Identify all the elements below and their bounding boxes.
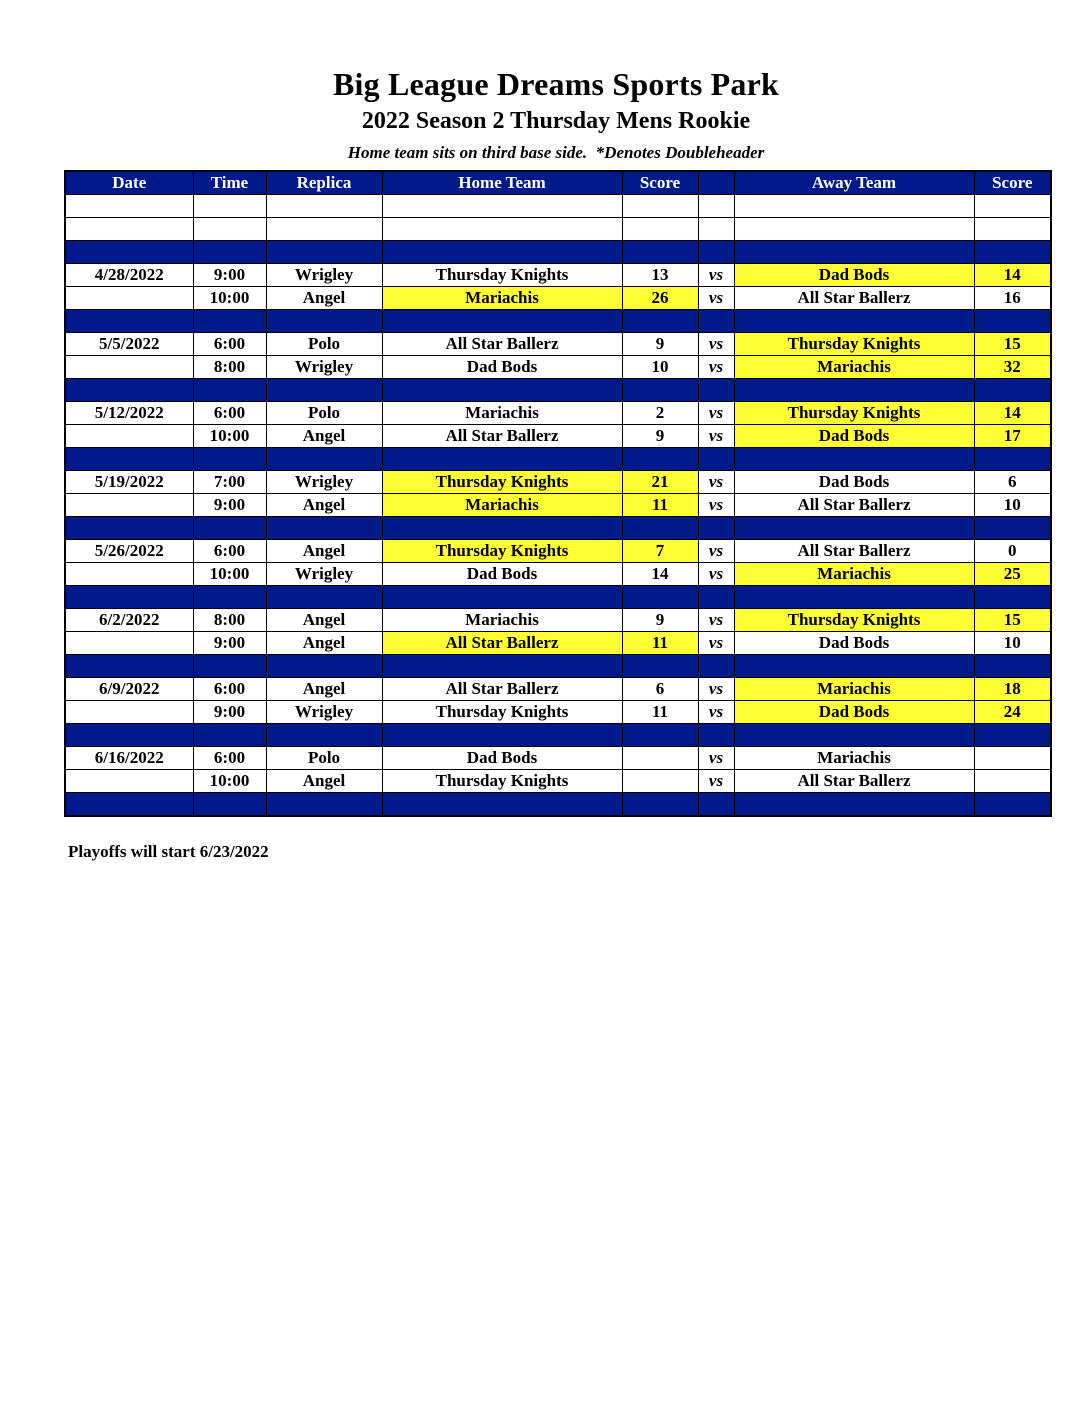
time-cell: 9:00 — [193, 701, 266, 724]
home-score-cell: 6 — [622, 678, 698, 701]
replica-cell: Polo — [266, 747, 382, 770]
date-cell: 6/16/2022 — [65, 747, 193, 770]
schedule-table — [64, 170, 1052, 817]
away-team-cell: Dad Bods — [734, 425, 974, 448]
blank-cell — [698, 218, 734, 241]
home-team-cell: All Star Ballerz — [382, 632, 622, 655]
home-score-cell: 9 — [622, 333, 698, 356]
replica-cell: Wrigley — [266, 701, 382, 724]
time-cell: 6:00 — [193, 678, 266, 701]
away-score-cell — [974, 770, 1051, 793]
separator-cell — [266, 655, 382, 678]
separator-cell — [193, 586, 266, 609]
blank-cell — [622, 218, 698, 241]
separator-cell — [622, 448, 698, 471]
away-team-cell: Mariachis — [734, 356, 974, 379]
separator-cell — [734, 793, 974, 817]
time-cell: 10:00 — [193, 425, 266, 448]
home-score-cell: 10 — [622, 356, 698, 379]
time-cell: 7:00 — [193, 471, 266, 494]
vs-cell: vs — [698, 609, 734, 632]
time-cell: 6:00 — [193, 540, 266, 563]
game-row — [65, 402, 1051, 425]
playoffs-note: Playoffs will start 6/23/2022 — [68, 842, 269, 861]
separator-cell — [698, 241, 734, 264]
home-team-cell: Thursday Knights — [382, 471, 622, 494]
home-team-cell: Thursday Knights — [382, 264, 622, 287]
col-header-date: Date — [65, 171, 193, 195]
separator-cell — [974, 724, 1051, 747]
home-score-cell: 2 — [622, 402, 698, 425]
home-team-cell: Mariachis — [382, 402, 622, 425]
away-team-cell: Mariachis — [734, 678, 974, 701]
separator-cell — [698, 724, 734, 747]
col-header-replica: Replica — [266, 171, 382, 195]
blank-cell — [974, 218, 1051, 241]
game-row — [65, 356, 1051, 379]
vs-cell: vs — [698, 678, 734, 701]
replica-cell: Angel — [266, 494, 382, 517]
away-score-cell: 32 — [974, 356, 1051, 379]
separator-cell — [622, 310, 698, 333]
blank-row — [65, 195, 1051, 218]
date-cell — [65, 287, 193, 310]
separator-cell — [698, 793, 734, 817]
home-team-cell: Dad Bods — [382, 563, 622, 586]
vs-cell: vs — [698, 747, 734, 770]
blank-cell — [382, 195, 622, 218]
away-team-cell: All Star Ballerz — [734, 287, 974, 310]
game-row — [65, 540, 1051, 563]
separator-row — [65, 724, 1051, 747]
schedule-note: Home team sits on third base side. *Denotes Doubleheader — [347, 143, 765, 162]
home-team-cell: Mariachis — [382, 287, 622, 310]
time-cell: 10:00 — [193, 563, 266, 586]
home-team-cell: All Star Ballerz — [382, 333, 622, 356]
separator-cell — [193, 241, 266, 264]
blank-cell — [734, 195, 974, 218]
separator-cell — [266, 517, 382, 540]
separator-cell — [734, 655, 974, 678]
separator-row — [65, 655, 1051, 678]
separator-row — [65, 241, 1051, 264]
separator-cell — [193, 793, 266, 817]
date-cell: 5/12/2022 — [65, 402, 193, 425]
time-cell: 10:00 — [193, 287, 266, 310]
replica-cell: Angel — [266, 425, 382, 448]
replica-cell: Wrigley — [266, 356, 382, 379]
col-header-home-score: Score — [622, 171, 698, 195]
replica-cell: Angel — [266, 770, 382, 793]
replica-cell: Wrigley — [266, 563, 382, 586]
separator-cell — [266, 586, 382, 609]
away-team-cell: Dad Bods — [734, 701, 974, 724]
separator-cell — [698, 517, 734, 540]
separator-cell — [622, 655, 698, 678]
home-score-cell: 13 — [622, 264, 698, 287]
blank-row — [65, 218, 1051, 241]
col-header-home-team: Home Team — [382, 171, 622, 195]
away-team-cell: Mariachis — [734, 747, 974, 770]
date-cell — [65, 770, 193, 793]
away-score-cell: 15 — [974, 609, 1051, 632]
separator-cell — [382, 655, 622, 678]
time-cell: 6:00 — [193, 402, 266, 425]
home-team-cell: All Star Ballerz — [382, 425, 622, 448]
separator-cell — [974, 517, 1051, 540]
separator-row — [65, 379, 1051, 402]
separator-row — [65, 517, 1051, 540]
home-score-cell: 26 — [622, 287, 698, 310]
blank-cell — [382, 218, 622, 241]
date-cell — [65, 563, 193, 586]
separator-cell — [65, 655, 193, 678]
date-cell — [65, 425, 193, 448]
home-team-cell: All Star Ballerz — [382, 678, 622, 701]
away-score-cell: 0 — [974, 540, 1051, 563]
col-header-time: Time — [193, 171, 266, 195]
date-cell: 5/19/2022 — [65, 471, 193, 494]
replica-cell: Angel — [266, 632, 382, 655]
blank-cell — [974, 195, 1051, 218]
home-score-cell: 7 — [622, 540, 698, 563]
separator-cell — [734, 241, 974, 264]
away-team-cell: Mariachis — [734, 563, 974, 586]
separator-cell — [65, 310, 193, 333]
vs-cell: vs — [698, 632, 734, 655]
away-score-cell: 17 — [974, 425, 1051, 448]
game-row — [65, 494, 1051, 517]
time-cell: 10:00 — [193, 770, 266, 793]
time-cell: 6:00 — [193, 333, 266, 356]
separator-cell — [734, 310, 974, 333]
game-row — [65, 701, 1051, 724]
away-score-cell: 18 — [974, 678, 1051, 701]
home-team-cell: Thursday Knights — [382, 770, 622, 793]
replica-cell: Angel — [266, 609, 382, 632]
separator-cell — [193, 310, 266, 333]
separator-cell — [698, 586, 734, 609]
away-team-cell: All Star Ballerz — [734, 540, 974, 563]
away-score-cell — [974, 747, 1051, 770]
game-row — [65, 287, 1051, 310]
away-score-cell: 24 — [974, 701, 1051, 724]
vs-cell: vs — [698, 471, 734, 494]
game-row — [65, 471, 1051, 494]
separator-row — [65, 310, 1051, 333]
home-score-cell — [622, 747, 698, 770]
separator-cell — [65, 241, 193, 264]
separator-cell — [382, 379, 622, 402]
away-score-cell: 25 — [974, 563, 1051, 586]
separator-cell — [266, 379, 382, 402]
date-cell: 5/5/2022 — [65, 333, 193, 356]
replica-cell: Polo — [266, 402, 382, 425]
vs-cell: vs — [698, 770, 734, 793]
separator-cell — [974, 379, 1051, 402]
away-score-cell: 6 — [974, 471, 1051, 494]
separator-cell — [622, 517, 698, 540]
vs-cell: vs — [698, 287, 734, 310]
separator-cell — [974, 310, 1051, 333]
separator-cell — [193, 448, 266, 471]
away-team-cell: Thursday Knights — [734, 609, 974, 632]
vs-cell: vs — [698, 494, 734, 517]
game-row — [65, 747, 1051, 770]
separator-cell — [266, 793, 382, 817]
separator-cell — [65, 793, 193, 817]
date-cell — [65, 494, 193, 517]
date-cell — [65, 356, 193, 379]
vs-cell: vs — [698, 563, 734, 586]
separator-cell — [698, 448, 734, 471]
separator-cell — [382, 241, 622, 264]
separator-cell — [622, 724, 698, 747]
blank-cell — [266, 195, 382, 218]
season-subtitle: 2022 Season 2 Thursday Mens Rookie — [361, 108, 751, 134]
separator-cell — [622, 793, 698, 817]
separator-cell — [382, 310, 622, 333]
replica-cell: Wrigley — [266, 264, 382, 287]
col-header-away-team: Away Team — [734, 171, 974, 195]
separator-cell — [974, 586, 1051, 609]
separator-cell — [734, 517, 974, 540]
date-cell: 5/26/2022 — [65, 540, 193, 563]
separator-cell — [974, 793, 1051, 817]
away-score-cell: 10 — [974, 632, 1051, 655]
replica-cell: Angel — [266, 540, 382, 563]
separator-cell — [974, 655, 1051, 678]
blank-cell — [266, 218, 382, 241]
separator-cell — [974, 448, 1051, 471]
separator-cell — [193, 517, 266, 540]
home-score-cell: 11 — [622, 701, 698, 724]
home-score-cell: 11 — [622, 494, 698, 517]
home-score-cell — [622, 770, 698, 793]
blank-cell — [193, 218, 266, 241]
col-header-vs — [698, 171, 734, 195]
separator-cell — [622, 379, 698, 402]
away-team-cell: Thursday Knights — [734, 333, 974, 356]
header-row — [65, 171, 1051, 195]
game-row — [65, 609, 1051, 632]
separator-row — [65, 793, 1051, 817]
separator-cell — [193, 724, 266, 747]
date-cell — [65, 632, 193, 655]
replica-cell: Wrigley — [266, 471, 382, 494]
separator-cell — [193, 655, 266, 678]
home-team-cell: Thursday Knights — [382, 701, 622, 724]
separator-cell — [698, 379, 734, 402]
away-score-cell: 15 — [974, 333, 1051, 356]
separator-cell — [382, 724, 622, 747]
separator-cell — [698, 655, 734, 678]
away-score-cell: 14 — [974, 402, 1051, 425]
blank-cell — [65, 195, 193, 218]
separator-cell — [622, 241, 698, 264]
separator-cell — [734, 586, 974, 609]
time-cell: 8:00 — [193, 609, 266, 632]
time-cell: 9:00 — [193, 264, 266, 287]
home-score-cell: 21 — [622, 471, 698, 494]
home-team-cell: Mariachis — [382, 609, 622, 632]
date-cell — [65, 701, 193, 724]
date-cell: 4/28/2022 — [65, 264, 193, 287]
separator-cell — [266, 448, 382, 471]
separator-cell — [382, 793, 622, 817]
blank-cell — [734, 218, 974, 241]
separator-cell — [622, 586, 698, 609]
separator-cell — [193, 379, 266, 402]
separator-cell — [65, 724, 193, 747]
separator-cell — [65, 448, 193, 471]
replica-cell: Angel — [266, 287, 382, 310]
away-team-cell: All Star Ballerz — [734, 770, 974, 793]
separator-cell — [65, 517, 193, 540]
home-score-cell: 9 — [622, 425, 698, 448]
game-row — [65, 563, 1051, 586]
separator-row — [65, 448, 1051, 471]
vs-cell: vs — [698, 333, 734, 356]
home-score-cell: 14 — [622, 563, 698, 586]
time-cell: 8:00 — [193, 356, 266, 379]
separator-cell — [266, 241, 382, 264]
away-score-cell: 14 — [974, 264, 1051, 287]
separator-row — [65, 586, 1051, 609]
away-score-cell: 16 — [974, 287, 1051, 310]
separator-cell — [734, 379, 974, 402]
page-title: Big League Dreams Sports Park — [332, 66, 780, 102]
away-team-cell: Dad Bods — [734, 471, 974, 494]
blank-cell — [65, 218, 193, 241]
date-cell: 6/2/2022 — [65, 609, 193, 632]
home-score-cell: 11 — [622, 632, 698, 655]
game-row — [65, 678, 1051, 701]
separator-cell — [734, 724, 974, 747]
schedule-body — [65, 195, 1051, 817]
blank-cell — [698, 195, 734, 218]
replica-cell: Angel — [266, 678, 382, 701]
separator-cell — [382, 586, 622, 609]
away-team-cell: Dad Bods — [734, 264, 974, 287]
vs-cell: vs — [698, 264, 734, 287]
home-team-cell: Dad Bods — [382, 747, 622, 770]
separator-cell — [382, 448, 622, 471]
separator-cell — [974, 241, 1051, 264]
time-cell: 9:00 — [193, 632, 266, 655]
time-cell: 9:00 — [193, 494, 266, 517]
away-team-cell: All Star Ballerz — [734, 494, 974, 517]
home-team-cell: Dad Bods — [382, 356, 622, 379]
vs-cell: vs — [698, 540, 734, 563]
game-row — [65, 264, 1051, 287]
separator-cell — [382, 517, 622, 540]
home-score-cell: 9 — [622, 609, 698, 632]
vs-cell: vs — [698, 701, 734, 724]
separator-cell — [734, 448, 974, 471]
game-row — [65, 770, 1051, 793]
separator-cell — [698, 310, 734, 333]
away-team-cell: Thursday Knights — [734, 402, 974, 425]
col-header-away-score: Score — [974, 171, 1051, 195]
game-row — [65, 632, 1051, 655]
game-row — [65, 333, 1051, 356]
replica-cell: Polo — [266, 333, 382, 356]
away-score-cell: 10 — [974, 494, 1051, 517]
game-row — [65, 425, 1051, 448]
time-cell: 6:00 — [193, 747, 266, 770]
vs-cell: vs — [698, 425, 734, 448]
separator-cell — [65, 586, 193, 609]
blank-cell — [622, 195, 698, 218]
vs-cell: vs — [698, 402, 734, 425]
separator-cell — [266, 724, 382, 747]
home-team-cell: Thursday Knights — [382, 540, 622, 563]
blank-cell — [193, 195, 266, 218]
away-team-cell: Dad Bods — [734, 632, 974, 655]
date-cell: 6/9/2022 — [65, 678, 193, 701]
vs-cell: vs — [698, 356, 734, 379]
separator-cell — [65, 379, 193, 402]
home-team-cell: Mariachis — [382, 494, 622, 517]
separator-cell — [266, 310, 382, 333]
